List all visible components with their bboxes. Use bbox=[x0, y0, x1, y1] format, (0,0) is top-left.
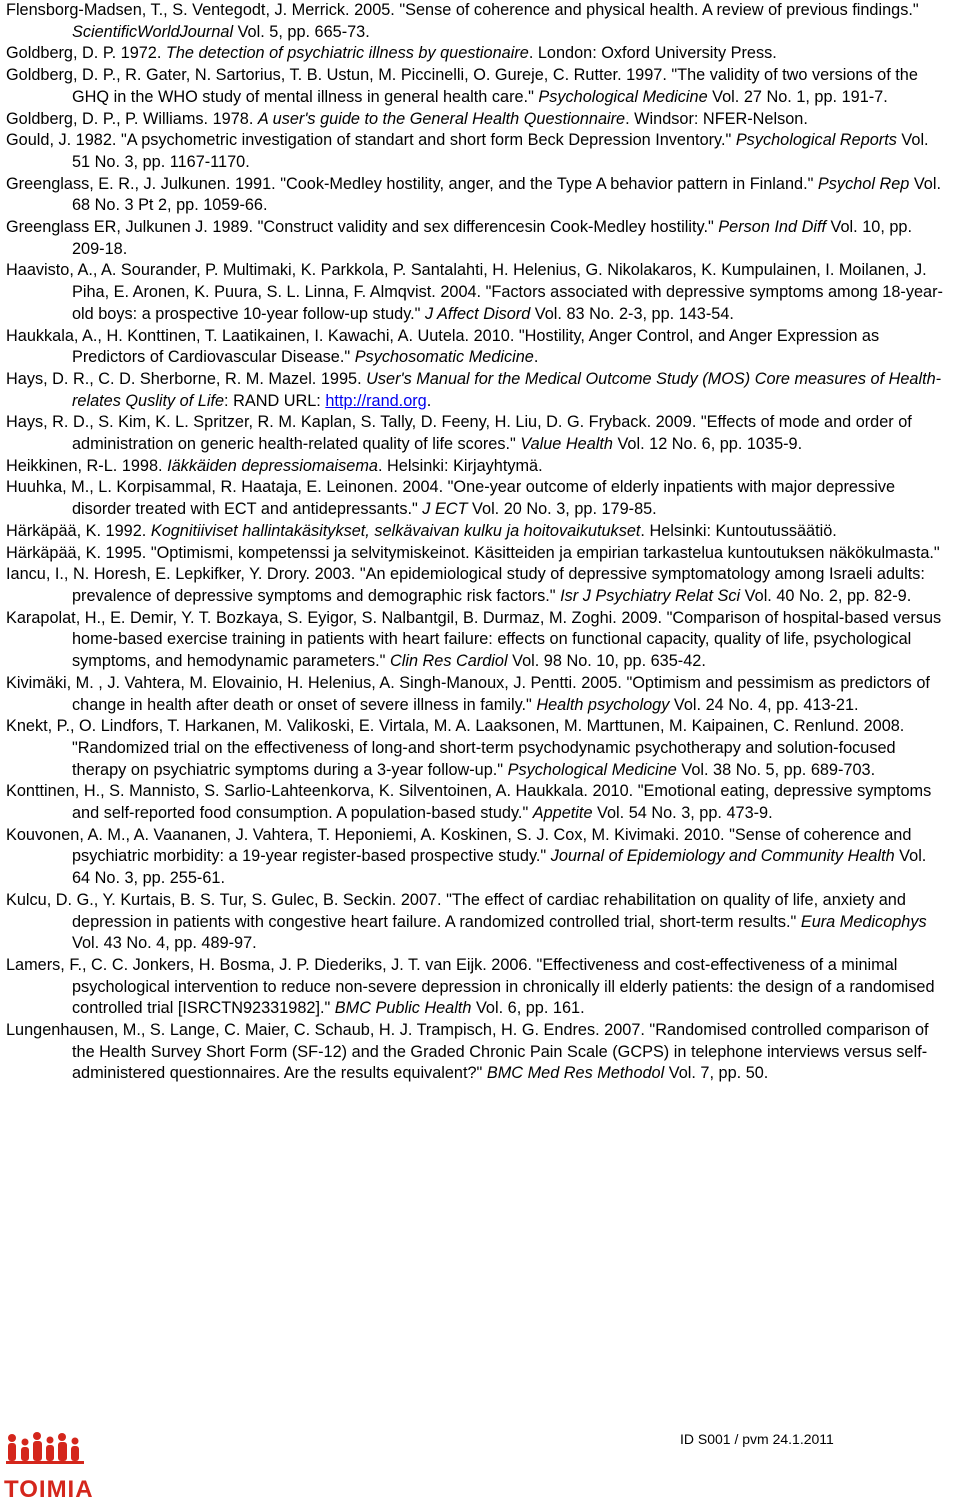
reference-text: Vol. 54 No. 3, pp. 473-9. bbox=[592, 804, 773, 823]
reference-entry bbox=[6, 326, 946, 369]
reference-text: Goldberg, D. P., R. Gater, N. Sartorius, T. B. Ustun, M. Piccinelli, O. Gureje, C. Rutter. 1997. "The validity of two versions of the GHQ in the WHO study of mental illness in general health care." bbox=[6, 66, 918, 106]
reference-text: . bbox=[533, 348, 539, 367]
reference-entry bbox=[6, 43, 946, 65]
reference-text: Vol. 12 No. 6, pp. 1035-9. bbox=[612, 435, 803, 454]
reference-italic-title: BMC Public Health bbox=[334, 999, 472, 1018]
reference-entry bbox=[6, 564, 946, 607]
reference-entry bbox=[6, 825, 946, 890]
reference-entry bbox=[6, 673, 946, 716]
reference-italic-title: Psychol Rep bbox=[817, 174, 910, 193]
reference-text: Vol. 64 No. 3, pp. 255-61. bbox=[72, 847, 927, 888]
reference-entry bbox=[6, 369, 946, 412]
reference-text: . Helsinki: Kuntoutussäätiö. bbox=[640, 521, 837, 540]
reference-text: Vol. 10, pp. 209-18. bbox=[72, 218, 912, 258]
reference-italic-title: Isr J Psychiatry Relat Sci bbox=[560, 586, 741, 605]
reference-italic-title: Psychosomatic Medicine bbox=[354, 348, 534, 367]
reference-italic-title: Journal of Epidemiology and Community Health bbox=[550, 847, 895, 866]
reference-text: Vol. 5, pp. 665-73. bbox=[233, 22, 370, 41]
reference-entry bbox=[6, 477, 946, 520]
reference-text: Goldberg, D. P. 1972. bbox=[6, 44, 166, 63]
reference-text: Kouvonen, A. M., A. Vaananen, J. Vahtera, T. Heponiemi, A. Koskinen, S. J. Cox, M. Kivimaki. 2010. "Sense of coherence and psychiatric morbidity: a 19-year register-based prospective study." bbox=[6, 825, 912, 866]
reference-text: Härkäpää, K. 1992. bbox=[6, 521, 151, 540]
reference-text: Greenglass ER, Julkunen J. 1989. "Construct validity and sex differencesin Cook-Medley hostility." bbox=[6, 218, 719, 237]
reference-text: Vol. 7, pp. 50. bbox=[664, 1064, 769, 1083]
reference-text: Vol. 68 No. 3 Pt 2, pp. 1059-66. bbox=[72, 174, 942, 215]
reference-text: Haavisto, A., A. Sourander, P. Multimaki, K. Parkkola, P. Santalahti, H. Helenius, G. Nikolakaros, K. Kumpulainen, I. Moilanen, J. Piha, E. Aronen, K. Puura, S. L. Linna, F. Almqvist. 2004. "Factors associated with depressive symptoms among 18-year-old boys: a prospective 10-year follow-up study." bbox=[6, 261, 943, 323]
reference-text: Vol. 51 No. 3, pp. 1167-1170. bbox=[72, 131, 929, 171]
document-id: ID S001 / pvm 24.1.2011 bbox=[680, 1431, 834, 1447]
reference-entry bbox=[6, 109, 946, 131]
reference-italic-title: User's Manual for the Medical Outcome Study (MOS) Core measures of Health-relates Quslity of Life bbox=[72, 369, 942, 410]
reference-text: Lungenhausen, M., S. Lange, C. Maier, C. Schaub, H. J. Trampisch, H. G. Endres. 2007. "Randomised controlled comparison of the Health Survey Short Form (SF-12) and the Graded Chronic Pain Scale (GCPS) in telephone interviews versus self-administered questionnaires. Are the results equivalent?" bbox=[6, 1021, 929, 1083]
reference-entry bbox=[6, 260, 946, 325]
reference-italic-title: Eura Medicophys bbox=[800, 912, 927, 931]
reference-text: Heikkinen, R-L. 1998. bbox=[6, 456, 168, 475]
reference-entry bbox=[6, 130, 946, 173]
reference-text: Vol. 43 No. 4, pp. 489-97. bbox=[72, 934, 257, 953]
reference-text: Vol. 38 No. 5, pp. 689-703. bbox=[676, 760, 876, 779]
reference-text: Hays, D. R., C. D. Sherborne, R. M. Mazel. 1995. bbox=[6, 369, 367, 388]
reference-italic-title: BMC Med Res Methodol bbox=[486, 1064, 665, 1083]
reference-entry bbox=[6, 608, 946, 673]
reference-entry bbox=[6, 955, 946, 1020]
reference-italic-title: Value Health bbox=[520, 435, 613, 454]
reference-entry bbox=[6, 65, 946, 108]
reference-text: Vol. 6, pp. 161. bbox=[471, 999, 585, 1018]
reference-text: Kivimäki, M. , J. Vahtera, M. Elovainio, H. Helenius, A. Singh-Manoux, J. Pentti. 2005. "Optimism and pessimism as predictors of change in health after death or onset of severe illness in family." bbox=[6, 673, 930, 714]
reference-italic-title: Health psychology bbox=[536, 695, 670, 714]
reference-list bbox=[6, 0, 946, 1085]
reference-text: Flensborg-Madsen, T., S. Ventegodt, J. Merrick. 2005. "Sense of coherence and physical health. A review of previous findings." bbox=[6, 1, 919, 19]
reference-italic-title: A user's guide to the General Health Questionnaire bbox=[257, 109, 626, 128]
reference-entry bbox=[6, 890, 946, 955]
reference-entry bbox=[6, 1020, 946, 1085]
reference-entry bbox=[6, 716, 946, 781]
reference-italic-title: ScientificWorldJournal bbox=[72, 22, 234, 41]
reference-text: Karapolat, H., E. Demir, Y. T. Bozkaya, S. Eyigor, S. Nalbantgil, B. Durmaz, M. Zoghi. 2009. "Comparison of hospital-based versus home-based exercise training in patients with heart failure: effects on functional capacity, quality of life, psychological symptoms, and hemodynamic parameters." bbox=[6, 608, 942, 671]
reference-text: Vol. 27 No. 1, pp. 191-7. bbox=[707, 87, 888, 106]
reference-italic-title: Psychological Reports bbox=[735, 131, 897, 150]
reference-text: Vol. 98 No. 10, pp. 635-42. bbox=[507, 652, 706, 671]
reference-entry bbox=[6, 0, 946, 43]
reference-text: Greenglass, E. R., J. Julkunen. 1991. "Cook-Medley hostility, anger, and the Type A behavior pattern in Finland." bbox=[6, 174, 818, 193]
reference-entry bbox=[6, 781, 946, 824]
reference-text: Hays, R. D., S. Kim, K. L. Spritzer, R. M. Kaplan, S. Tally, D. Feeny, H. Liu, D. G. Fryback. 2009. "Effects of mode and order of administration on generic health-related quality of life scores." bbox=[6, 413, 912, 454]
reference-italic-title: J Affect Disord bbox=[425, 304, 531, 323]
reference-italic-title: Appetite bbox=[532, 804, 593, 823]
reference-text: : RAND URL: bbox=[224, 391, 326, 410]
reference-text: Vol. 24 No. 4, pp. 413-21. bbox=[669, 695, 859, 714]
reference-text: Gould, J. 1982. "A psychometric investigation of standart and short form Beck Depression Inventory." bbox=[6, 131, 736, 150]
reference-entry bbox=[6, 543, 946, 565]
reference-text: Vol. 83 No. 2-3, pp. 143-54. bbox=[530, 304, 734, 323]
people-figures-icon bbox=[4, 1428, 94, 1478]
reference-italic-title: Iäkkäiden depressiomaisema bbox=[167, 456, 378, 475]
reference-entry bbox=[6, 521, 946, 543]
reference-text: Konttinen, H., S. Mannisto, S. Sarlio-Lahteenkorva, K. Silventoinen, A. Haukkala. 2010. "Emotional eating, depressive symptoms and self-reported food consumption. A population-based study." bbox=[6, 782, 932, 823]
reference-link[interactable]: http://rand.org bbox=[325, 391, 427, 410]
reference-entry bbox=[6, 412, 946, 455]
reference-text: Kulcu, D. G., Y. Kurtais, B. S. Tur, S. Gulec, B. Seckin. 2007. "The effect of cardiac rehabilitation on quality of life, anxiety and depression in patients with congestive heart failure. A randomized controlled trial, short-term results." bbox=[6, 890, 906, 931]
reference-text: Lamers, F., C. C. Jonkers, H. Bosma, J. P. Diederiks, J. T. van Eijk. 2006. "Effectiveness and cost-effectiveness of a minimal psychological intervention to reduce non-severe depression in chronically ill elderly patients: the design of a randomised controlled trial [ISRCTN92331982]." bbox=[6, 955, 935, 1018]
toimia-logo bbox=[4, 1428, 94, 1508]
reference-text: Huuhka, M., L. Korpisammal, R. Haataja, E. Leinonen. 2004. "One-year outcome of elderly inpatients with major depressive disorder treated with ECT and antidepressants." bbox=[6, 478, 896, 519]
reference-text: Iancu, I., N. Horesh, E. Lepkifker, Y. Drory. 2003. "An epidemiological study of depressive symptomatology among Israeli adults: prevalence of depressive symptoms and demographic risk factors." bbox=[6, 565, 925, 605]
reference-entry bbox=[6, 456, 946, 478]
reference-italic-title: Psychological Medicine bbox=[507, 760, 677, 779]
reference-text: Vol. 20 No. 3, pp. 179-85. bbox=[467, 500, 657, 519]
reference-text: . Helsinki: Kirjayhtymä. bbox=[377, 456, 543, 475]
reference-text: . London: Oxford University Press. bbox=[528, 44, 777, 63]
reference-italic-title: Person Ind Diff bbox=[718, 218, 826, 237]
reference-text: Vol. 40 No. 2, pp. 82-9. bbox=[740, 586, 912, 605]
reference-text: Goldberg, D. P., P. Williams. 1978. bbox=[6, 109, 258, 128]
reference-text: . Windsor: NFER-Nelson. bbox=[625, 109, 808, 128]
reference-text: . bbox=[426, 391, 432, 410]
reference-italic-title: Clin Res Cardiol bbox=[389, 652, 508, 671]
reference-text: Haukkala, A., H. Konttinen, T. Laatikainen, I. Kawachi, A. Uutela. 2010. "Hostility, Anger Control, and Anger Expression as Predictors of Cardiovascular Disease." bbox=[6, 326, 880, 367]
reference-italic-title: Kognitiiviset hallintakäsitykset, selkävaivan kulku ja hoitovaikutukset bbox=[150, 521, 641, 540]
reference-text: Knekt, P., O. Lindfors, T. Harkanen, M. Valikoski, E. Virtala, M. A. Laaksonen, M. Marttunen, M. Kaipainen, C. Renlund. 2008. "Randomized trial on the effectiveness of long-and short-term psychodynamic psychotherapy and solution-focused therapy on psychiatric symptoms during a 3-year follow-up." bbox=[6, 717, 905, 779]
logo-text: TOIMIA bbox=[4, 1476, 94, 1503]
reference-text: Härkäpää, K. 1995. "Optimismi, kompetenssi ja selvitymiskeinot. Käsitteiden ja empirian tarkastelua kuntoutuksen näkökulmasta." bbox=[6, 543, 940, 562]
reference-italic-title: The detection of psychiatric illness by questionaire bbox=[165, 44, 529, 63]
reference-entry bbox=[6, 217, 946, 260]
reference-italic-title: J ECT bbox=[422, 500, 468, 519]
reference-italic-title: Psychological Medicine bbox=[538, 87, 708, 106]
reference-entry bbox=[6, 174, 946, 217]
